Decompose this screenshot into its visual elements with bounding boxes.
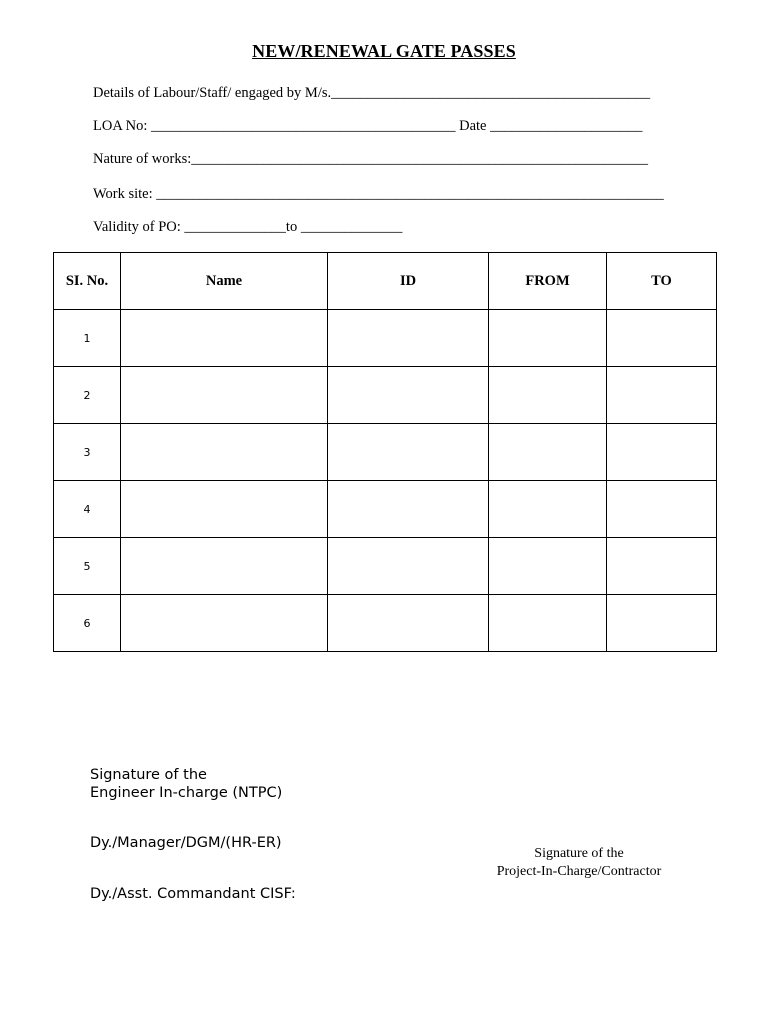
header-sl-no: SI. No.: [54, 253, 121, 310]
name-cell[interactable]: [121, 538, 328, 595]
id-cell[interactable]: [328, 481, 489, 538]
table-row: [54, 595, 717, 652]
details-field-line: Details of Labour/Staff/ engaged by M/s.____________________________________________: [93, 85, 651, 101]
to-cell[interactable]: [607, 367, 717, 424]
nature-of-works-field-line: Nature of works:_______________________________________________________________: [93, 151, 649, 167]
name-cell[interactable]: [121, 367, 328, 424]
work-site-field-line: Work site: ______________________________________________________________________: [93, 186, 664, 202]
id-cell[interactable]: [328, 367, 489, 424]
table-header-row: [54, 253, 717, 310]
validity-of-po-field-line: Validity of PO: ______________to ______________: [93, 219, 403, 235]
from-cell[interactable]: [489, 538, 607, 595]
table-row: [54, 538, 717, 595]
row-sl-number: 6: [54, 595, 121, 652]
contractor-signature-label: Signature of the: [534, 846, 624, 861]
table-row: [54, 481, 717, 538]
from-cell[interactable]: [489, 310, 607, 367]
engineer-signature-block: [90, 766, 282, 802]
header-to: TO: [607, 253, 717, 310]
table-row: [54, 367, 717, 424]
row-sl-number: 2: [54, 367, 121, 424]
cisf-signature-label: Dy./Asst. Commandant CISF:: [90, 886, 296, 902]
id-cell[interactable]: [328, 538, 489, 595]
from-cell[interactable]: [489, 595, 607, 652]
from-cell[interactable]: [489, 481, 607, 538]
contractor-signature-block: [484, 845, 674, 881]
to-cell[interactable]: [607, 310, 717, 367]
row-sl-number: 1: [54, 310, 121, 367]
gate-pass-table: [53, 252, 717, 652]
header-from: FROM: [489, 253, 607, 310]
page-title: NEW/RENEWAL GATE PASSES: [252, 41, 516, 61]
table-row: [54, 310, 717, 367]
engineer-signature-title: Engineer In-charge (NTPC): [90, 785, 283, 801]
from-cell[interactable]: [489, 424, 607, 481]
row-sl-number: 5: [54, 538, 121, 595]
manager-signature-label: Dy./Manager/DGM/(HR-ER): [90, 835, 282, 851]
table-row: [54, 424, 717, 481]
row-sl-number: 3: [54, 424, 121, 481]
id-cell[interactable]: [328, 310, 489, 367]
contractor-signature-title: Project-In-Charge/Contractor: [496, 864, 662, 879]
header-name: Name: [121, 253, 328, 310]
loa-date-field-line: LOA No: __________________________________________ Date _____________________: [93, 118, 643, 134]
name-cell[interactable]: [121, 424, 328, 481]
id-cell[interactable]: [328, 424, 489, 481]
name-cell[interactable]: [121, 310, 328, 367]
id-cell[interactable]: [328, 595, 489, 652]
name-cell[interactable]: [121, 595, 328, 652]
engineer-signature-label: Signature of the: [90, 767, 207, 783]
to-cell[interactable]: [607, 481, 717, 538]
row-sl-number: 4: [54, 481, 121, 538]
to-cell[interactable]: [607, 424, 717, 481]
from-cell[interactable]: [489, 367, 607, 424]
name-cell[interactable]: [121, 481, 328, 538]
header-id: ID: [328, 253, 489, 310]
to-cell[interactable]: [607, 538, 717, 595]
to-cell[interactable]: [607, 595, 717, 652]
